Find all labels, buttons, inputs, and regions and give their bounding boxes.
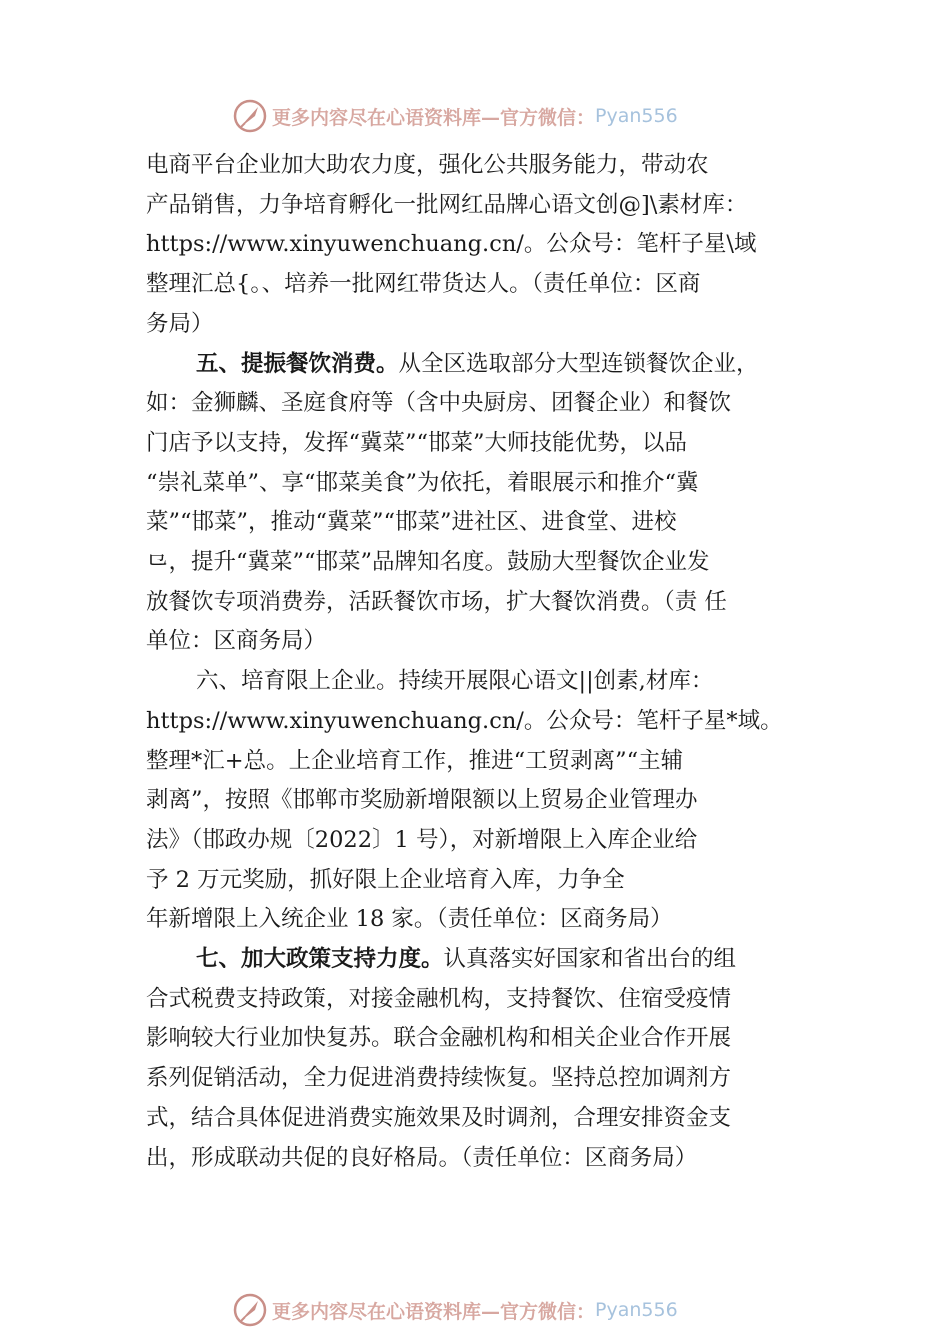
section-7-heading: 七、加大政策支持力度。 — [196, 946, 444, 973]
text-line: 菜”“邯菜”，推动“冀菜”“邯菜”进社区、进食堂、进校 — [146, 509, 677, 536]
section-6-first-line: 六、培育限上企业。持续开展限心语文||创素,材库： — [196, 668, 714, 695]
header-banner — [232, 96, 678, 136]
text-line: 门店予以支持，发挥“冀菜”“邯菜”大师技能优势，以品 — [146, 429, 688, 456]
text-line: https://www.xinyuwenchuang.cn/。公众号：笔杆子星*域。 — [146, 707, 783, 734]
section-5-text: 从全区选取部分大型连锁餐饮企业， — [398, 350, 759, 377]
banner-wechat-id: Pyan556 — [595, 105, 678, 127]
section-7-text: 认真落实好国家和省出台的组 — [443, 946, 737, 973]
text-line: 单位：区商务局） — [146, 628, 327, 655]
section-5-first-line — [146, 345, 810, 385]
text-line: 务局） — [146, 310, 214, 337]
banner-wechat-id: Pyan556 — [595, 1299, 678, 1321]
text-line: ⺋，提升“冀菜”“邯菜”品牌知名度。鼓励大型餐饮企业发 — [146, 549, 710, 576]
text-line: “崇礼菜单”、享“邯菜美食”为依托，着眼展示和推介“冀 — [146, 469, 699, 496]
text-line: 整理*汇+总。上企业培育工作，推进“工贸剥离”“主辅 — [146, 747, 684, 774]
banner-text: 更多内容尽在心语资料库—官方微信： — [272, 1300, 596, 1323]
text-line: 式，结合具体促进消费实施效果及时调剂，合理安排资金支 — [146, 1104, 732, 1131]
footer-banner — [232, 1290, 678, 1330]
document-body — [146, 146, 810, 1178]
text-line: 法》（邯政办规〔2022〕1 号），对新增限上入库企业给 — [146, 826, 698, 853]
text-line: 如：金狮麟、圣庭食府等（含中央厨房、团餐企业）和餐饮 — [146, 390, 732, 417]
text-line: 年新增限上入统企业 18 家。（责任单位：区商务局） — [146, 906, 673, 933]
quill-logo-icon — [232, 98, 268, 134]
text-line: 电商平台企业加大助农力度，强化公共服务能力，带动农 — [146, 152, 709, 178]
text-line: 系列促销活动，全力促进消费持续恢复。坚持总控加调剂方 — [146, 1065, 732, 1092]
text-line: 剥离”，按照《邯郸市奖励新增限额以上贸易企业管理办 — [146, 787, 698, 814]
text-line: https://www.xinyuwenchuang.cn/。公众号：笔杆子星\域 — [146, 231, 757, 258]
text-line: 放餐饮专项消费券，活跃餐饮市场，扩大餐饮消费。（责 任 — [146, 588, 727, 615]
text-line: 合式税费支持政策，对接金融机构，支持餐饮、住宿受疫情 — [146, 985, 732, 1012]
text-line: 影响较大行业加快复苏。联合金融机构和相关企业合作开展 — [146, 1025, 732, 1052]
text-line: 产品销售，力争培育孵化一批网红品牌心语文创@]\素材库： — [146, 191, 748, 218]
text-line: 予 2 万元奖励，抓好限上企业培育入库，力争全 — [146, 866, 625, 893]
text-line: 整理汇总{。、培养一批网红带货达人。（责任单位：区商 — [146, 271, 701, 298]
text-line: 出，形成联动共促的良好格局。（责任单位：区商务局） — [146, 1144, 698, 1171]
quill-logo-icon — [232, 1292, 268, 1328]
section-7-first-line — [146, 940, 810, 980]
banner-text: 更多内容尽在心语资料库—官方微信： — [272, 106, 596, 129]
section-5-heading: 五、提振餐饮消费。 — [196, 350, 399, 377]
